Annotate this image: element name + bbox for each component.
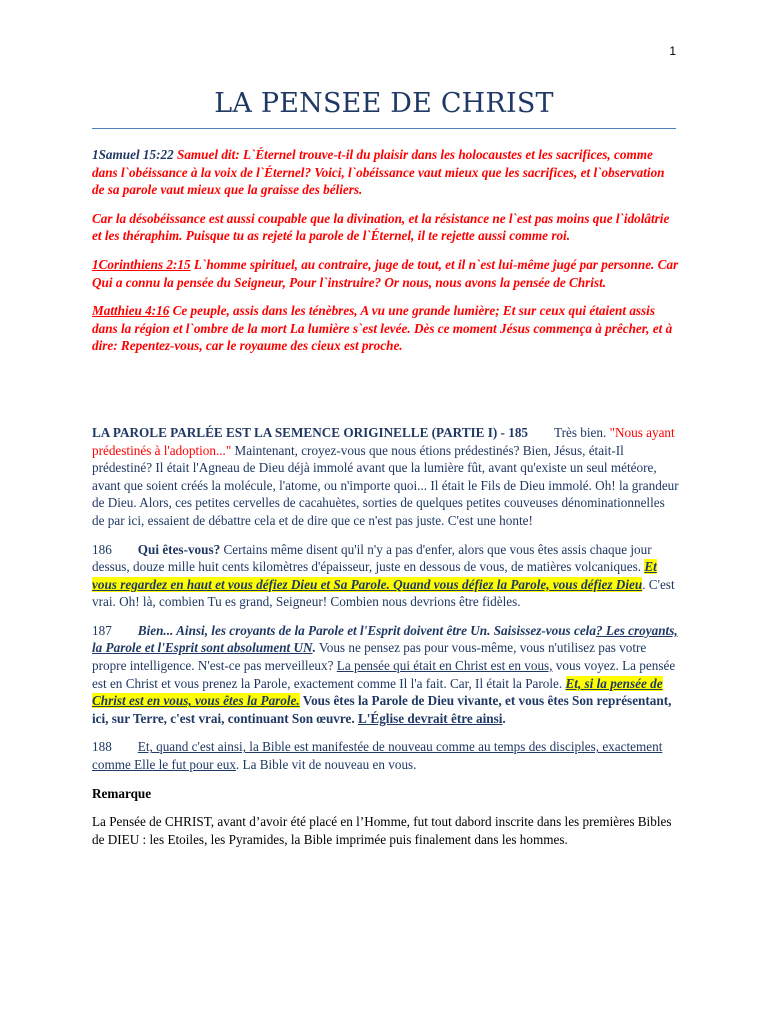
spacer <box>92 366 680 424</box>
paragraph-number: 186 <box>92 541 112 557</box>
verse-reference-link[interactable]: 1Corinthiens 2:15 <box>92 256 191 272</box>
bold-underlined-text: L'Église devrait être ainsi <box>357 710 503 726</box>
sermon-paragraph-188 <box>92 738 680 773</box>
sermon-text: . C'est vrai. Oh! là, combien Tu es grand, Seigneur! Combien nous devrions être fidèles. <box>92 576 675 610</box>
sermon-paragraph-185 <box>92 424 680 530</box>
paragraph-lead: Bien... Ainsi, les croyants de la Parole et l'Esprit doivent être Un. Saisissez-vous cela <box>137 622 596 638</box>
verse-1corinthiens <box>92 256 680 291</box>
page-title: LA PENSEE DE CHRIST <box>214 88 554 119</box>
verse-reference-link[interactable]: Matthieu 4:16 <box>92 303 170 319</box>
sermon-paragraph-187 <box>92 622 680 728</box>
highlighted-text: Et, si la pensée de Christ est en vous, vous êtes la Parole. <box>92 675 663 709</box>
remark-heading: Remarque <box>92 785 152 801</box>
sermon-paragraph-186 <box>92 541 680 611</box>
verse-1samuel-continued <box>92 210 680 245</box>
highlighted-text: Et vous regardez en haut et vous défiez Dieu et Sa Parole. Quand vous défiez la Parole, vous défiez Dieu <box>92 559 657 592</box>
underlined-text: La pensée qui était en Christ est en vous, <box>336 658 553 674</box>
paragraph-number: 187 <box>92 622 112 638</box>
verse-text: Car la désobéissance est aussi coupable que la divination, et la résistance ne l`est pas moins que l`idolâtrie et les théraphim. Puisque tu as rejeté la parole de l`Éternel, il te rejette aussi comme roi. <box>92 210 670 244</box>
paragraph-lead-end: . <box>312 640 316 656</box>
title-divider <box>92 128 676 129</box>
sermon-heading: LA PAROLE PARLÉE EST LA SEMENCE ORIGINELLE (PARTIE I) - 185 <box>92 424 529 440</box>
sermon-text: vous voyez. La pensée est en Christ et vous prenez la Parole, exactement comme Il l'a fait. Car, Il était la Parole. <box>92 658 676 691</box>
paragraph-number: 188 <box>92 739 112 755</box>
sermon-text: . La Bible vit de nouveau en vous. <box>235 757 417 773</box>
verse-matthieu <box>92 302 680 355</box>
paragraph-lead-underlined: ? Les croyants, la Parole et l'Esprit sont absolument UN <box>92 622 678 656</box>
sermon-opening: Très bien. <box>554 424 607 440</box>
bold-text: Vous êtes la Parole de Dieu vivante, et vous êtes Son représentant, ici, sur Terre, c'est vrai, continuant Son œuvre. <box>92 693 672 726</box>
verse-text: L`homme spirituel, au contraire, juge de tout, et il n`est lui-même jugé par personne. Car Qui a connu la pensée du Seigneur, Pour l`instruire? Or nous, nous avons la pensée de Christ. <box>92 256 679 290</box>
bold-end: . <box>502 710 506 726</box>
sermon-text: Vous ne pensez pas pour vous-même, vous n'utilisez pas votre propre intelligence. N'est-ce pas merveilleux? <box>92 640 647 674</box>
underlined-text: Et, quand c'est ainsi, la Bible est manifestée de nouveau comme au temps des disciples, exactement comme Elle le fut pour eux <box>92 739 663 773</box>
document-body <box>92 146 680 859</box>
paragraph-lead: Qui êtes-vous? <box>137 541 221 557</box>
verse-1samuel <box>92 146 680 199</box>
verse-text: Samuel dit: L`Éternel trouve-t-il du plaisir dans les holocaustes et les sacrifices, comme dans l`obéissance à la voix de l`Éternel? Voici, l`obéissance vaut mieux que les sacrifices, et l`observation de sa parole vaut mieux que la graisse des béliers. <box>92 147 665 198</box>
sermon-quote: "Nous ayant prédestinés à l'adoption..." <box>92 424 675 458</box>
sermon-text: Certains même disent qu'il n'y a pas d'enfer, alors que vous êtes assis chaque jour dessus, douze mille huit cents kilomètres d'épaisseur, juste en dessous de vous, de matières volcaniques. <box>92 541 652 575</box>
sermon-text: Maintenant, croyez-vous que nous étions prédestinés? Bien, Jésus, était-Il prédestiné? Il était l'Agneau de Dieu déjà immolé avant que la lumière fût, avant qu'existe un seul météore, avant que soient créés la molécule, l'atome, ou n'importe quoi... Il était le Fils de Dieu immolé. Oh! la grandeur de Dieu. Alors, ces petites cervelles de cacahuètes, sorties de quelques petites couveuses dénominationnelles de par ici, essaient de débattre cela et de dire que ce n'est pas juste. C'est une honte! <box>92 442 679 528</box>
page-number: 1 <box>669 44 676 58</box>
verse-reference: 1Samuel 15:22 <box>92 147 174 162</box>
remark-text: La Pensée de CHRIST, avant d’avoir été placé en l’Homme, fut tout dabord inscrite dans les premières Bibles de DIEU : les Etoiles, les Pyramides, la Bible imprimée puis finalement dans les hommes. <box>92 814 672 847</box>
verse-text: Ce peuple, assis dans les ténèbres, A vu une grande lumière; Et sur ceux qui étaient assis dans la région et l`ombre de la mort La lumière s`est levée. Dès ce moment Jésus commença à prêcher, et à dire: Repentez-vous, car le royaume des cieux est proche. <box>92 303 673 354</box>
